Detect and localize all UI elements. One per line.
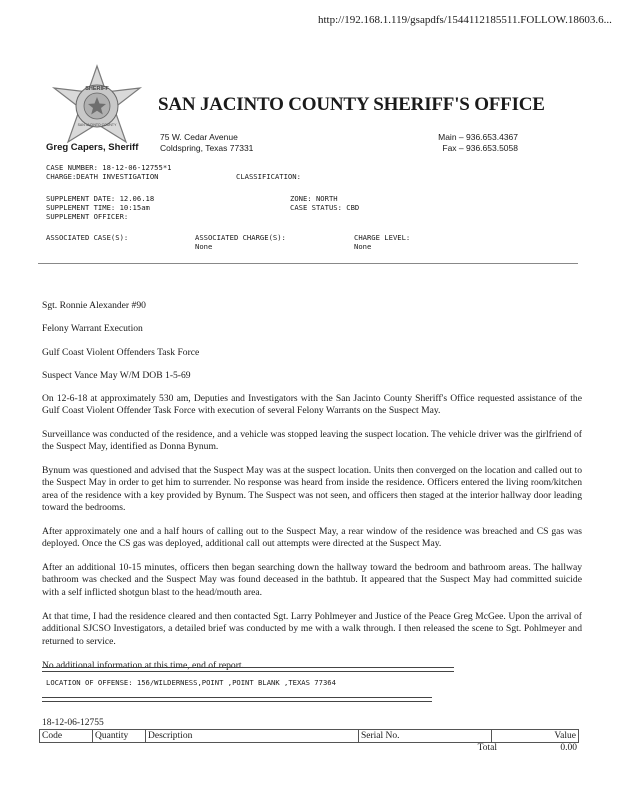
case-status: CASE STATUS: CBD [290,203,360,212]
classification: CLASSIFICATION: [236,172,301,181]
suspect-line: Suspect Vance May W/M DOB 1-5-69 [42,370,191,381]
property-table [39,729,579,743]
address-line-1: 75 W. Cedar Avenue [160,132,238,142]
office-title: SAN JACINTO COUNTY SHERIFF'S OFFICE [158,94,545,115]
office-address [160,132,253,154]
svg-text:SAN JACINTO COUNTY: SAN JACINTO COUNTY [77,123,117,127]
associated-charges-label: ASSOCIATED CHARGE(S): [195,233,286,242]
charge-level-value: None [354,242,372,251]
associated-cases-label: ASSOCIATED CASE(S): [46,233,129,242]
report-paragraph: After approximately one and a half hours of calling out to the Suspect May, a rear window of the residence was breached and CS gas was deployed. Once the CS gas was deployed, additional call out attempts were directed at the Suspect May. [42,526,582,550]
sheriff-name: Greg Capers, Sheriff [46,142,139,153]
report-paragraph: At that time, I had the residence cleared and then contacted Sgt. Larry Pohlmeyer and Justice of the Peace Greg McGee. Upon the arrival of additional SJCSO Investigators, a detailed brief was conducted by me with a walk through. I then released the scene to Sgt. Pohlmeyer and returned to service. [42,611,582,647]
double-rule-bottom [42,697,432,702]
supplement-officer: SUPPLEMENT OFFICER: [46,212,129,221]
report-paragraph: Bynum was questioned and advised that the Suspect May was at the suspect location. Units then converged on the location and called out to the Suspect May in order to get him to surrender. No response was heard from inside the residence. Officers entered the living room/kitchen area of the residence with a key provided by Bynum. The Suspect was not seen, and officers then staged at the interior hallway door leading toward the bedrooms. [42,465,582,514]
case-number: CASE NUMBER: 18-12-06-12755*1 [46,163,172,172]
report-paragraph: After an additional 10-15 minutes, officers then began searching down the hallway toward the bedroom and bathroom areas. The hallway bathroom was checked and the Suspect May was found deceased in the bathtub. It appeared that the Suspect May had committed suicide with a self inflicted shotgun blast to the head/mouth area. [42,562,582,598]
associated-charges-value: None [195,242,213,251]
charge-level-label: CHARGE LEVEL: [354,233,411,242]
fax-number: Fax – 936.653.5058 [442,143,518,153]
report-paragraph: On 12-6-18 at approximately 530 am, Deputies and Investigators with the San Jacinto County Sheriff's Office requested assistance of the Gulf Coast Violent Offender Task Force with execution of several Felony Warrants on the Suspect May. [42,393,582,417]
report-paragraph: No additional information at this time, end of report. [42,660,244,671]
double-rule-top [42,667,454,672]
table-header-row [40,730,579,743]
column-header-description: Description [146,730,359,743]
total-label: Total [477,743,497,753]
column-header-value: Value [492,730,579,743]
column-header-serial: Serial No. [359,730,492,743]
reporting-officer: Sgt. Ronnie Alexander #90 [42,300,146,311]
address-line-2: Coldspring, Texas 77331 [160,143,254,153]
report-paragraph: Surveillance was conducted of the residence, and a vehicle was stopped leaving the suspect location. The vehicle driver was the girlfriend of the Suspect May, identified as Donna Bynum. [42,429,582,453]
header-divider [38,263,578,264]
zone: ZONE: NORTH [290,194,338,203]
location-of-offense: LOCATION OF OFFENSE: 156/WILDERNESS,POINT ,POINT BLANK ,TEXAS 77364 [46,678,336,687]
report-activity: Felony Warrant Execution [42,323,143,334]
task-force: Gulf Coast Violent Offenders Task Force [42,347,200,358]
sheriff-badge-logo [46,64,148,148]
total-value: 0.00 [560,743,577,753]
supplement-time: SUPPLEMENT TIME: 10:15am [46,203,150,212]
footer-case-id: 18-12-06-12755 [42,718,104,728]
svg-text:SHERIFF: SHERIFF [85,86,109,92]
charge: CHARGE:DEATH INVESTIGATION [46,172,159,181]
page-url: http://192.168.1.119/gsapdfs/1544112185511.FOLLOW.18603.6... [318,14,612,26]
supplement-date: SUPPLEMENT DATE: 12.06.18 [46,194,155,203]
column-header-quantity: Quantity [93,730,146,743]
column-header-code: Code [40,730,93,743]
office-phones [400,132,518,154]
main-phone: Main – 936.653.4367 [438,132,518,142]
